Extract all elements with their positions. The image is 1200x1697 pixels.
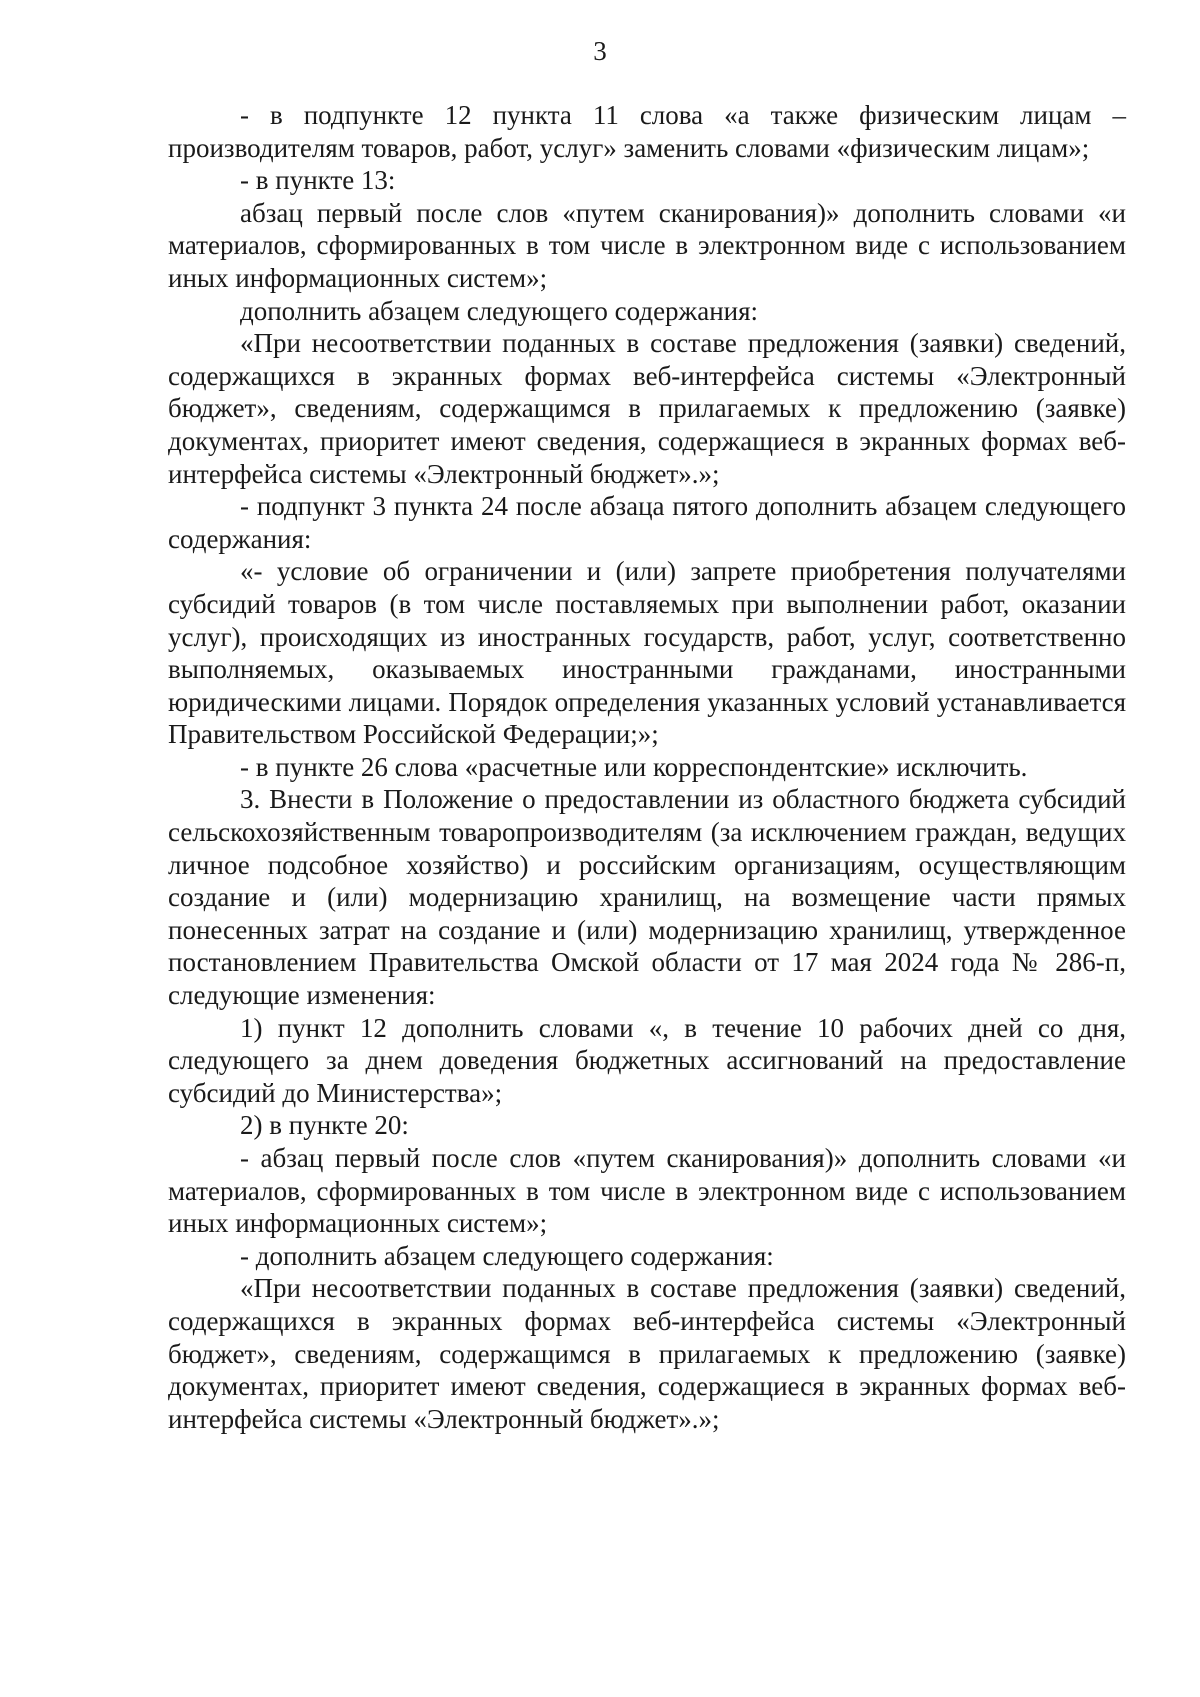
paragraph: дополнить абзацем следующего содержания: bbox=[240, 295, 759, 326]
paragraph: «- условие об ограничении и (или) запрете приобретения получателями субсидий товаров (в том числе поставляемых при выполнении работ, оказании услуг), происходящих из иностранных государств, работ, услуг, соответственно выполняемых, оказываемых иностранными гражданами, иностранными юридическими лицами. Порядок определения указанных условий устанавливается Правительством Российской Федерации;»; bbox=[168, 556, 1126, 750]
paragraph: 1) пункт 12 дополнить словами «, в течение 10 рабочих дней со дня, следующего за днем доведения бюджетных ассигнований на предоставление субсидий до Министерства»; bbox=[168, 1012, 1126, 1108]
paragraph: - в пункте 13: bbox=[240, 165, 396, 196]
paragraph: 2) в пункте 20: bbox=[240, 1110, 409, 1141]
paragraph: - в подпункте 12 пункта 11 слова «а также физическим лицам – производителям товаров, работ, услуг» заменить словами «физическим лицам»; bbox=[168, 100, 1126, 163]
paragraph: - дополнить абзацем следующего содержания: bbox=[240, 1240, 774, 1271]
paragraph: - в пункте 26 слова «расчетные или корреспондентские» исключить. bbox=[240, 751, 1028, 782]
paragraph: «При несоответствии поданных в составе предложения (заявки) сведений, содержащихся в экранных формах веб-интерфейса системы «Электронный бюджет», сведениям, содержащимся в прилагаемых к предложению (заявке) документах, приоритет имеют сведения, содержащиеся в экранных формах веб-интерфейса системы «Электронный бюджет».»; bbox=[168, 328, 1126, 489]
paragraph: - абзац первый после слов «путем сканирования)» дополнить словами «и материалов, сформированных в том числе в электронном виде с использованием иных информационных систем»; bbox=[168, 1143, 1126, 1239]
paragraph: «При несоответствии поданных в составе предложения (заявки) сведений, содержащихся в экранных формах веб-интерфейса системы «Электронный бюджет», сведениям, содержащимся в прилагаемых к предложению (заявке) документах, приоритет имеют сведения, содержащиеся в экранных формах веб-интерфейса системы «Электронный бюджет».»; bbox=[168, 1273, 1126, 1434]
paragraph: абзац первый после слов «путем сканирования)» дополнить словами «и материалов, сформированных в том числе в электронном виде с использованием иных информационных систем»; bbox=[168, 197, 1126, 293]
page-number: 3 bbox=[593, 36, 607, 66]
document-body bbox=[168, 99, 1126, 1435]
paragraph: - подпункт 3 пункта 24 после абзаца пятого дополнить абзацем следующего содержания: bbox=[168, 491, 1126, 554]
paragraph: 3. Внести в Положение о предоставлении из областного бюджета субсидий сельскохозяйственным товаропроизводителям (за исключением граждан, ведущих личное подсобное хозяйство) и российским организациям, осуществляющим создание и (или) модернизацию хранилищ, на возмещение части прямых понесенных затрат на создание и (или) модернизацию хранилищ, утвержденное постановлением Правительства Омской области от 17 мая 2024 года № 286-п, следующие изменения: bbox=[168, 784, 1126, 1011]
